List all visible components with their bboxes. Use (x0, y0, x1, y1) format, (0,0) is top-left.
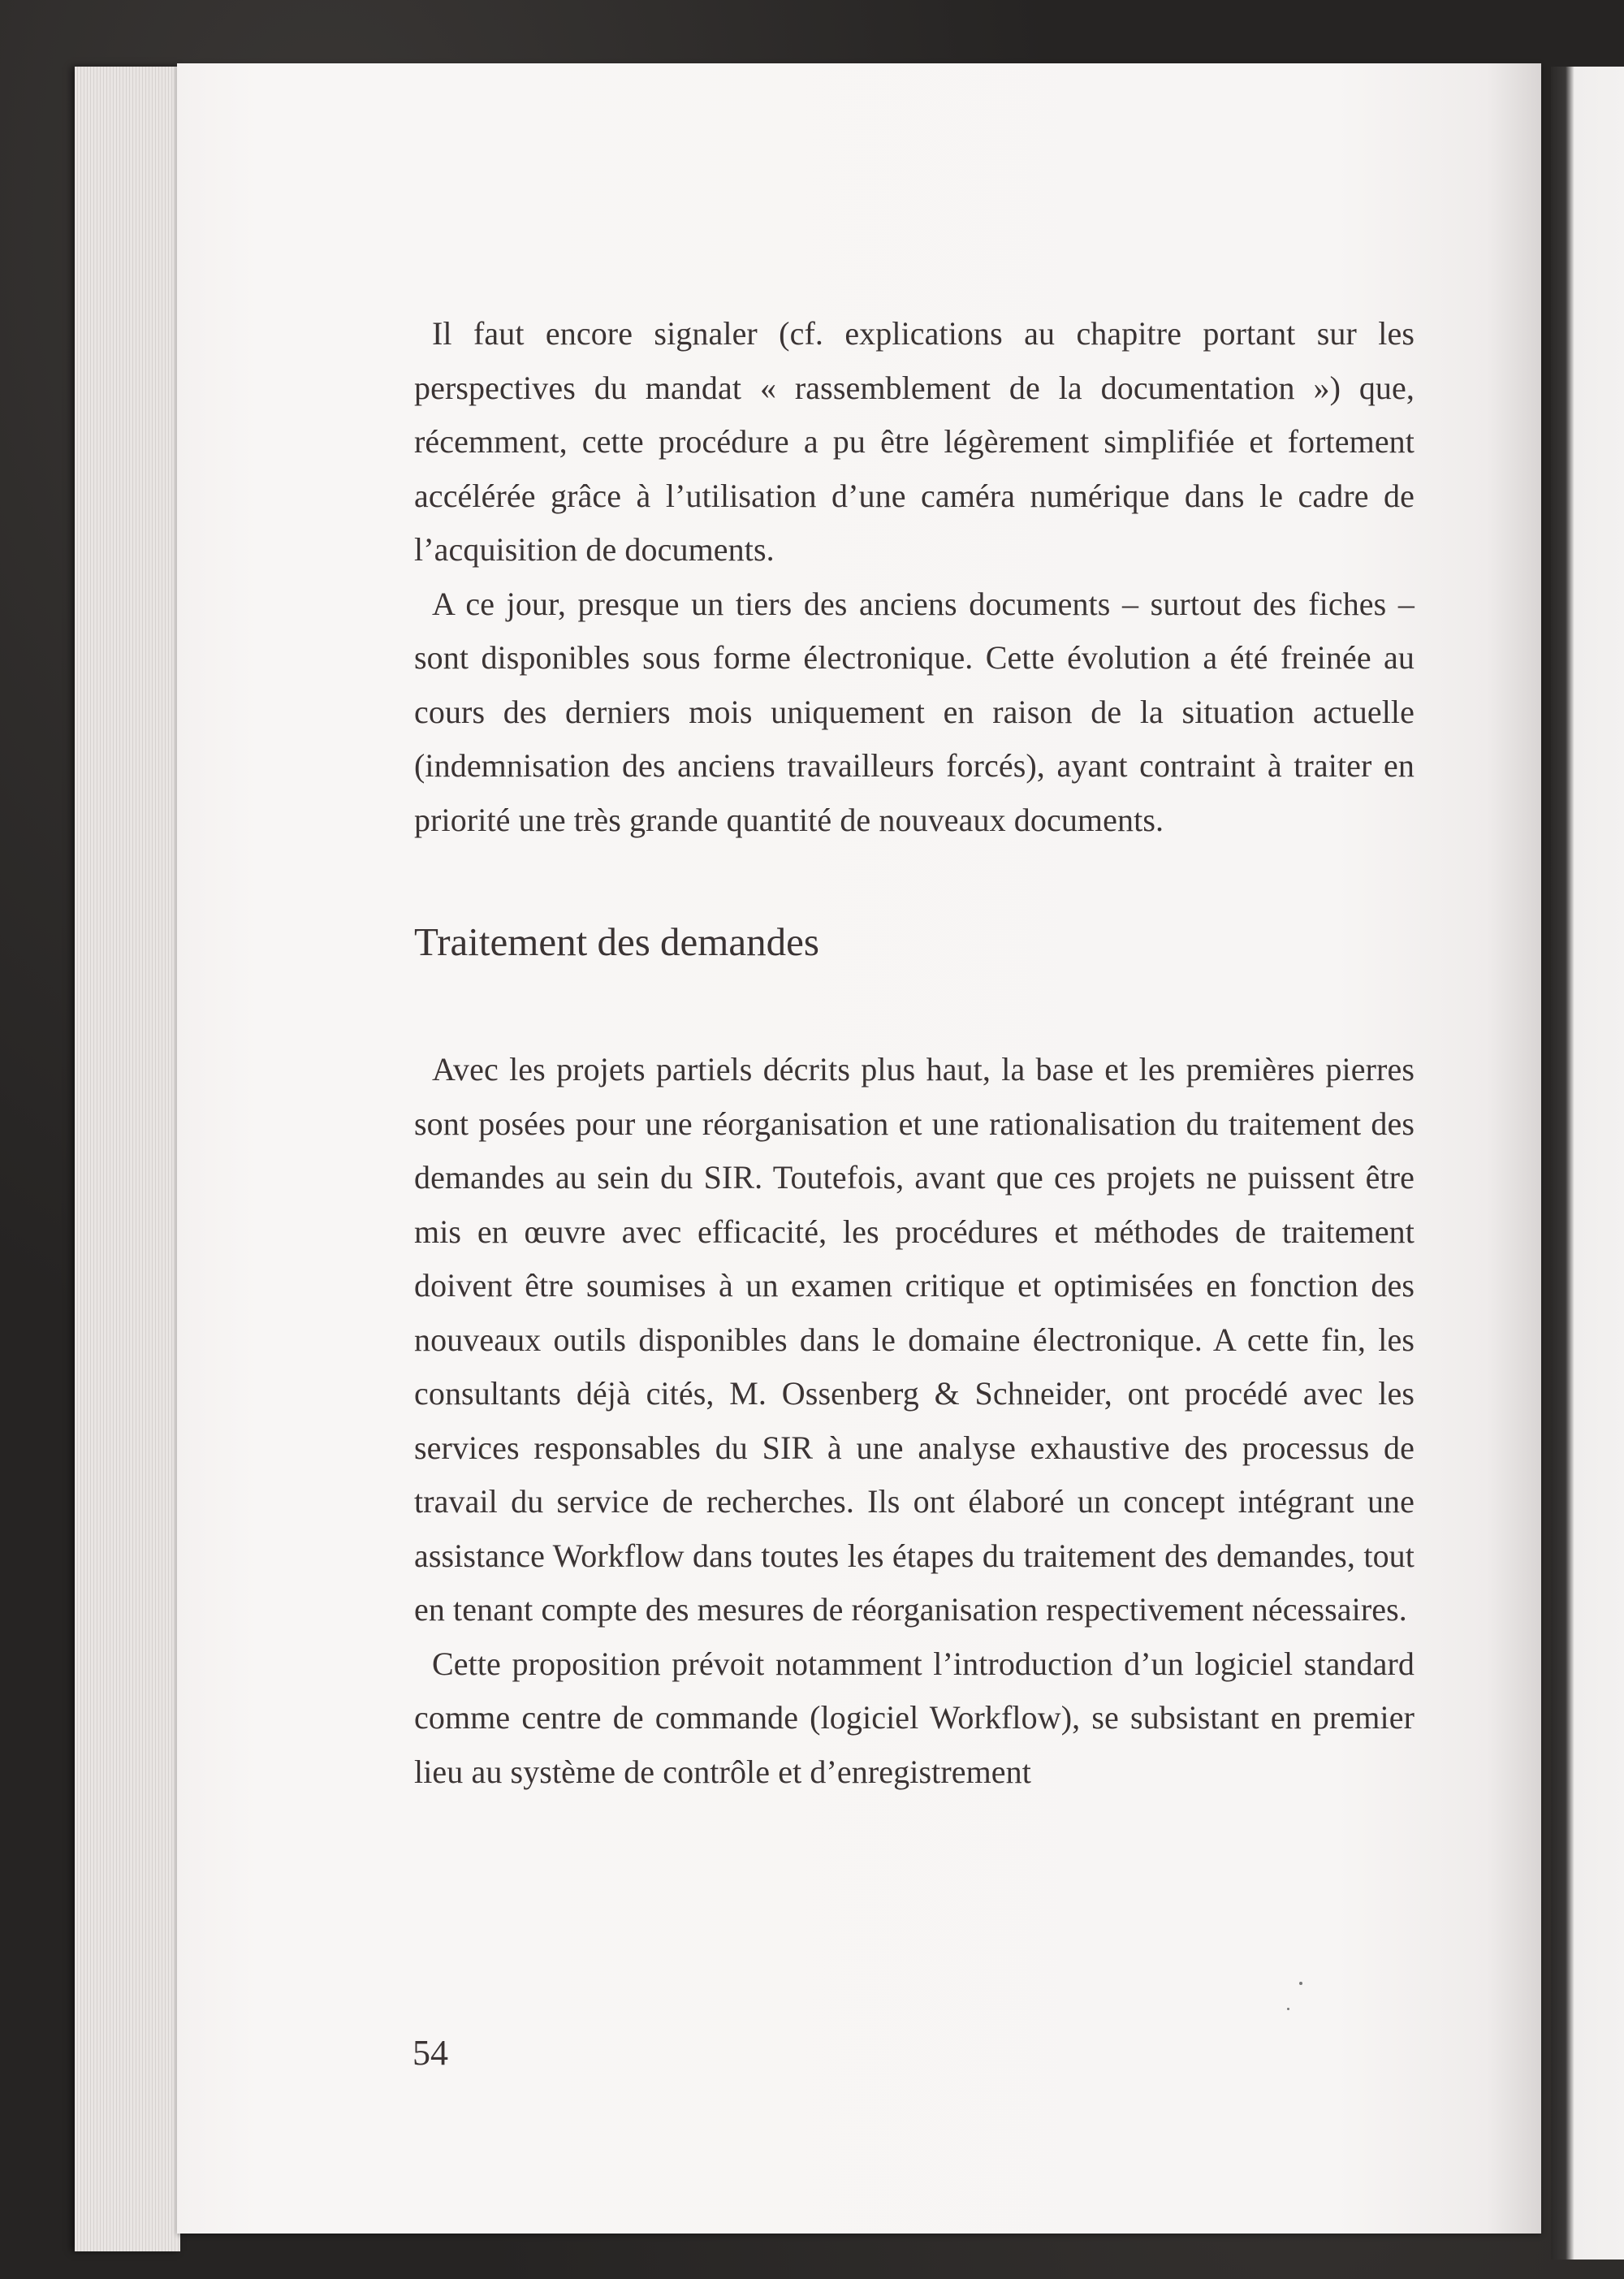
paragraph-3: Avec les projets partiels décrits plus haut, la base et les premières pierres sont posées pour une réorganisation et une rationalisation du traitement des demandes au sein du SIR. Toutefois, avant que ces projets ne puissent être mis en œuvre avec efficacité, les procédures et méthodes de traitement doivent être soumises à un examen critique et optimisées en fonction des nouveaux outils disponibles dans le domaine électronique. A cette fin, les consultants déjà cités, M. Ossenberg & Schneider, ont procédé avec les services responsables du SIR à une analyse exhaustive des processus de travail du service de recherches. Ils ont élaboré un concept intégrant une assistance Workflow dans toutes les étapes du traitement des demandes, tout en tenant compte des mesures de réorganisation respectivement nécessaires. (414, 1051, 1415, 1628)
page-number: 54 (412, 2033, 448, 2073)
paragraph-1: Il faut encore signaler (cf. explications au chapitre portant sur les perspectives du mandat « rassemblement de la documentation ») que, récemment, cette procédure a pu être légèrement simplifiée et fortement accélérée grâce à l’utilisation d’une caméra numérique dans le cadre de l’acquisition de documents. (414, 315, 1415, 568)
scan-speck (1299, 1982, 1302, 1985)
paragraph-2: A ce jour, presque un tiers des anciens documents – surtout des fiches – sont disponibles sous forme électronique. Cette évolution a été freinée au cours des derniers mois uniquement en raison de la situation actuelle (indemnisation des anciens travailleurs forcés), ayant contraint à traiter en priorité une très grande quantité de nouveaux documents. (414, 585, 1415, 838)
adjacent-page-edge (1551, 67, 1624, 2260)
paragraph-4: Cette proposition prévoit notamment l’introduction d’un logiciel standard comme centre de commande (logiciel Workflow), se subsistant en premier lieu au système de contrôle et d’enregistrement (414, 1645, 1415, 1790)
scan-speck (1287, 2008, 1289, 2010)
page-body (414, 307, 1415, 1799)
book-page-edges (75, 67, 180, 2251)
section-heading: Traitement des demandes (414, 919, 819, 964)
